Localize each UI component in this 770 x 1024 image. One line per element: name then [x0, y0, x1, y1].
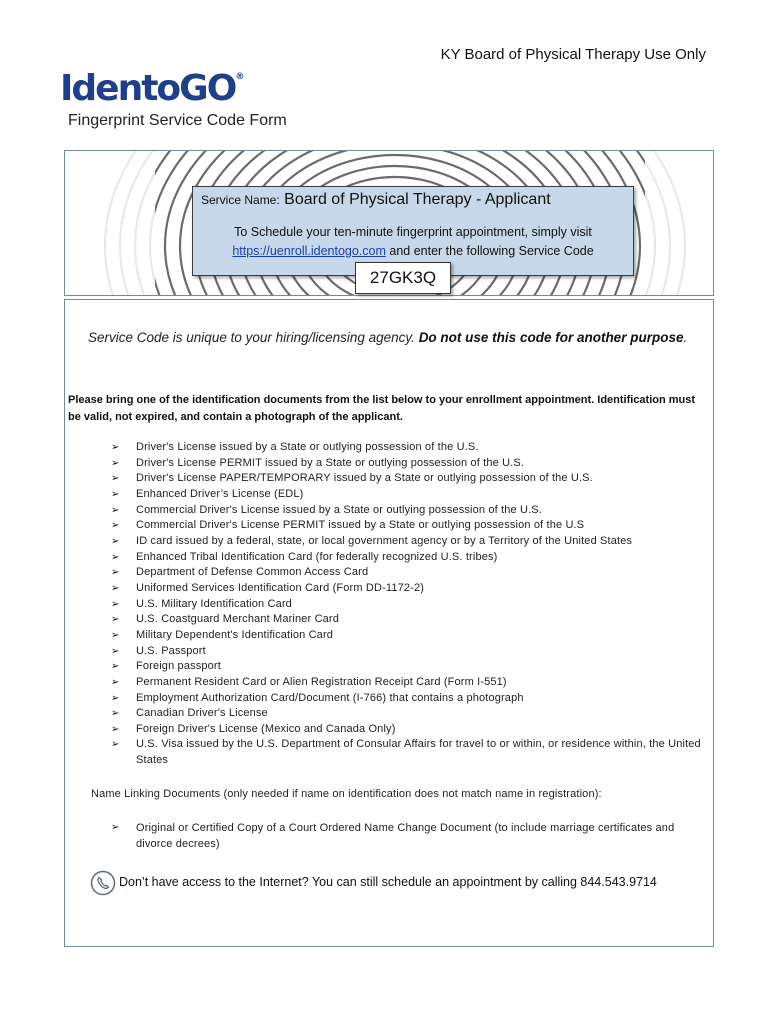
name-linking-document-item — [111, 820, 701, 852]
service-code: 27GK3Q — [355, 262, 451, 294]
id-document-item — [111, 456, 701, 472]
id-document-item — [111, 581, 701, 597]
name-linking-list — [111, 820, 701, 852]
id-document-item — [111, 597, 701, 613]
arrow-bullet-icon: ➢ — [111, 723, 120, 735]
unique-emphasis: Do not use this code for another purpose — [418, 330, 684, 345]
id-document-item-text: Canadian Driver's License — [136, 707, 268, 720]
arrow-bullet-icon: ➢ — [111, 661, 120, 673]
arrow-bullet-icon: ➢ — [111, 629, 120, 641]
id-document-item — [111, 503, 701, 519]
id-document-item — [111, 706, 701, 722]
service-name-row — [201, 191, 551, 209]
service-code-notice — [88, 330, 687, 345]
id-document-item-text: Foreign Driver's License (Mexico and Canada Only) — [136, 722, 396, 735]
id-document-item-text: Driver's License issued by a State or outlying possession of the U.S. — [136, 441, 479, 453]
id-document-item-text: U.S. Coastguard Merchant Mariner Card — [136, 613, 340, 626]
id-document-item — [111, 737, 701, 768]
id-document-item — [111, 644, 701, 660]
phone-scheduling-note: Don’t have access to the Internet? You can still schedule an appointment by calling 844.543.9714 — [119, 875, 657, 889]
enrollment-link[interactable]: https://uenroll.identogo.com — [232, 244, 386, 258]
identification-intro: Please bring one of the identification documents from the list below to your enrollment appointment. Identification must be valid, not expired, and contain a photograph of the applicant. — [68, 394, 696, 423]
id-document-item-text: U.S. Visa issued by the U.S. Department of Consular Affairs for travel to or within, or residence within, the United States — [136, 738, 701, 767]
id-document-item — [111, 440, 701, 456]
id-document-item — [111, 518, 701, 534]
name-linking-document-item-text: Original or Certified Copy of a Court Ordered Name Change Document (to include marriage certificates and divorce decrees) — [136, 822, 675, 850]
logo-text: IdentoGO — [60, 68, 236, 109]
id-document-item-text: Employment Authorization Card/Document (I-766) that contains a photograph — [136, 691, 524, 704]
arrow-bullet-icon: ➢ — [111, 822, 120, 833]
schedule-instructions — [193, 223, 633, 261]
id-document-item-text: Commercial Driver's License issued by a State or outlying possession of the U.S. — [136, 503, 542, 516]
id-document-item-text: Foreign passport — [136, 660, 221, 673]
id-document-item-text: Commercial Driver's License PERMIT issued by a State or outlying possession of the U.S — [136, 519, 585, 532]
arrow-bullet-icon: ➢ — [111, 488, 120, 500]
arrow-bullet-icon: ➢ — [111, 739, 120, 751]
id-document-item — [111, 487, 701, 503]
name-linking-label: Name Linking Documents (only needed if name on identification does not match name in registration): — [91, 788, 602, 800]
arrow-bullet-icon: ➢ — [111, 551, 120, 563]
unique-text: Service Code is unique to your hiring/licensing agency. — [88, 330, 419, 345]
id-document-item — [111, 659, 701, 675]
form-title: Fingerprint Service Code Form — [68, 112, 287, 129]
arrow-bullet-icon: ➢ — [111, 708, 120, 720]
service-name-label: Service Name: — [201, 193, 280, 207]
unique-end: . — [683, 330, 688, 345]
arrow-bullet-icon: ➢ — [111, 692, 120, 704]
phone-icon — [90, 870, 116, 896]
service-name-value: Board of Physical Therapy - Applicant — [284, 191, 551, 208]
id-document-item-text: Department of Defense Common Access Card — [136, 566, 369, 579]
arrow-bullet-icon: ➢ — [111, 614, 120, 626]
id-document-item-text: Driver's License PAPER/TEMPORARY issued by a State or outlying possession of the U.S. — [136, 472, 593, 485]
arrow-bullet-icon: ➢ — [111, 504, 120, 516]
arrow-bullet-icon: ➢ — [111, 457, 120, 469]
schedule-line-1: To Schedule your ten-minute fingerprint appointment, simply visit — [234, 225, 592, 239]
id-document-item — [111, 550, 701, 566]
id-document-item — [111, 612, 701, 628]
arrow-bullet-icon: ➢ — [111, 520, 120, 532]
id-document-item — [111, 691, 701, 707]
id-document-item-text: Military Dependent's Identification Card — [136, 628, 334, 641]
id-document-item-text: U.S. Passport — [136, 644, 206, 657]
arrow-bullet-icon: ➢ — [111, 598, 120, 610]
arrow-bullet-icon: ➢ — [111, 645, 120, 657]
arrow-bullet-icon: ➢ — [111, 676, 120, 688]
logo-registered-mark: ® — [235, 72, 245, 82]
arrow-bullet-icon: ➢ — [111, 473, 120, 485]
id-document-item — [111, 565, 701, 581]
id-document-item — [111, 675, 701, 691]
arrow-bullet-icon: ➢ — [111, 442, 120, 453]
id-document-item-text: Enhanced Driver’s License (EDL) — [136, 487, 304, 500]
identogo-logo — [60, 68, 244, 109]
id-document-item-text: Uniformed Services Identification Card (Form DD-1172-2) — [136, 581, 425, 594]
id-document-item-text: ID card issued by a federal, state, or local government agency or by a Territory of the United States — [136, 534, 633, 547]
arrow-bullet-icon: ➢ — [111, 582, 120, 594]
schedule-line-2: and enter the following Service Code — [385, 244, 594, 258]
id-document-item — [111, 722, 701, 738]
id-document-item-text: U.S. Military Identification Card — [136, 597, 292, 610]
id-document-item-text: Permanent Resident Card or Alien Registration Receipt Card (Form I-551) — [136, 675, 507, 688]
identification-list — [111, 440, 701, 769]
id-document-item — [111, 534, 701, 550]
agency-use-note: KY Board of Physical Therapy Use Only — [440, 46, 706, 63]
id-document-item-text: Enhanced Tribal Identification Card (for federally recognized U.S. tribes) — [136, 550, 498, 563]
id-document-item — [111, 628, 701, 644]
id-document-item-text: Driver's License PERMIT issued by a State or outlying possession of the U.S. — [136, 456, 525, 469]
id-document-item — [111, 471, 701, 487]
arrow-bullet-icon: ➢ — [111, 567, 120, 579]
arrow-bullet-icon: ➢ — [111, 535, 120, 547]
